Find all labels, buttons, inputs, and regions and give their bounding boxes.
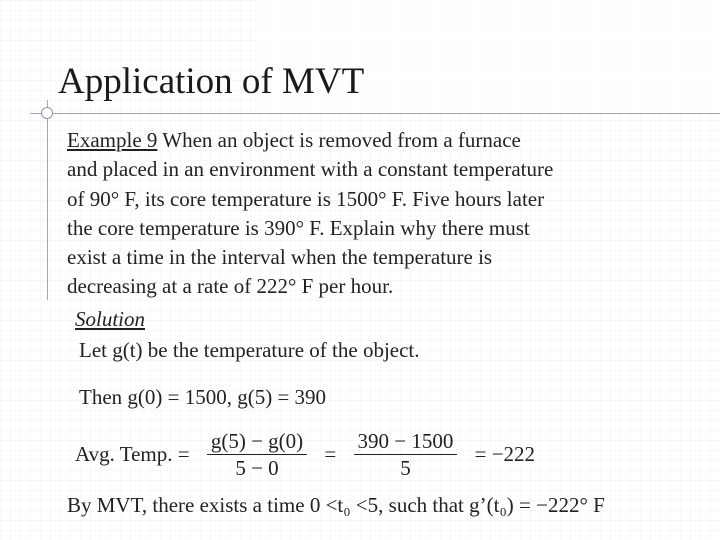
example-line-6: decreasing at a rate of 222° F per hour.	[67, 274, 394, 299]
fraction-2-numerator: 390 − 1500	[354, 428, 458, 455]
slide-title: Application of MVT	[58, 61, 365, 102]
example-paragraph	[67, 126, 707, 302]
fraction-1-denominator: 5 − 0	[235, 456, 279, 480]
fraction-1-numerator: g(5) − g(0)	[207, 428, 307, 455]
equals-sign: =	[324, 442, 337, 466]
solution-line-1: Let g(t) be the temperature of the object.	[79, 338, 420, 362]
example-line-1: Example 9 When an object is removed from a furnace	[67, 128, 521, 152]
fraction-1	[207, 428, 307, 481]
average-temperature-equation	[75, 428, 543, 481]
title-divider	[30, 113, 720, 114]
solution-heading: Solution	[75, 307, 146, 331]
left-accent-line	[47, 100, 48, 300]
conclusion-line: By MVT, there exists a time 0 <t₀ <5, such that g’(t₀) = −222° F	[67, 493, 605, 517]
solution-line-2: Then g(0) = 1500, g(5) = 390	[79, 385, 327, 409]
example-line-5: exist a time in the interval when the temperature is	[67, 245, 493, 270]
accent-ring-icon	[41, 107, 53, 119]
example-label: Example 9	[67, 128, 158, 152]
equation-result: = −222	[474, 442, 536, 466]
example-line-2: and placed in an environment with a constant temperature	[67, 157, 554, 182]
fraction-2-denominator: 5	[400, 456, 411, 480]
example-line-4: the core temperature is 390° F. Explain why there must	[67, 215, 530, 240]
fraction-2	[354, 428, 458, 481]
equation-lhs: Avg. Temp. =	[75, 442, 190, 466]
example-line-3: of 90° F, its core temperature is 1500° F. Five hours later	[67, 186, 545, 211]
